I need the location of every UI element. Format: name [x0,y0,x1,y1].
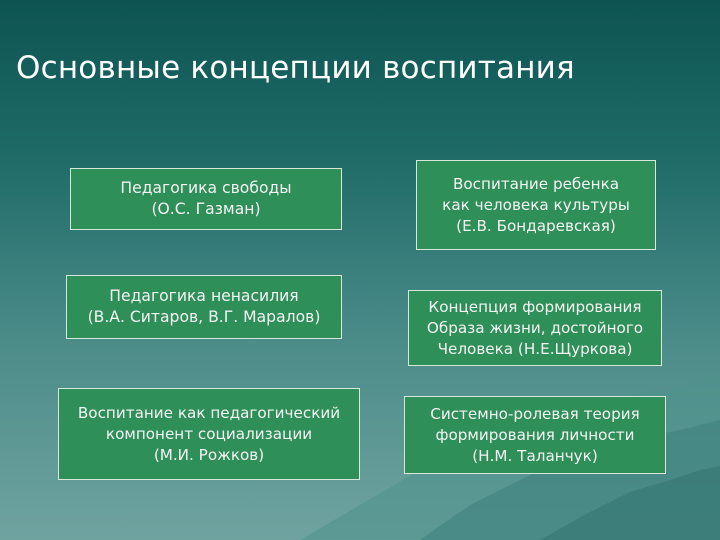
concept-line: Образа жизни, достойного [426,318,644,337]
concept-line: (М.И. Рожков) [153,445,265,464]
concept-line: (О.С. Газман) [151,200,261,218]
concept-line: Человека (Н.Е.Щуркова) [437,339,633,358]
concept-line: компонент социализации [105,424,313,443]
concept-line: Воспитание как педагогический [77,403,341,422]
concept-line: (В.А. Ситаров, В.Г. Маралов) [87,308,321,326]
concept-line: как человека культуры [442,195,630,214]
concept-line: Воспитание ребенка [452,174,620,193]
concept-box-culture-person [416,160,656,250]
concept-line: Концепция формирования [428,297,642,316]
concept-box-system-role-theory [404,396,666,474]
concept-line: формирования личности [435,425,635,444]
concept-line: (Е.В. Бондаревская) [456,216,616,235]
concept-box-lifestyle-formation [408,290,662,366]
slide-title: Основные концепции воспитания [16,50,575,86]
concept-box-socialization [58,388,360,480]
concept-box-nonviolence-pedagogy [66,275,342,339]
concept-line: Системно-ролевая теория [430,404,640,423]
concept-box-freedom-pedagogy [70,168,342,230]
concept-line: Педагогика свободы [120,179,292,197]
concept-line: Педагогика ненасилия [109,287,299,305]
concept-line: (Н.М. Таланчук) [472,446,598,465]
